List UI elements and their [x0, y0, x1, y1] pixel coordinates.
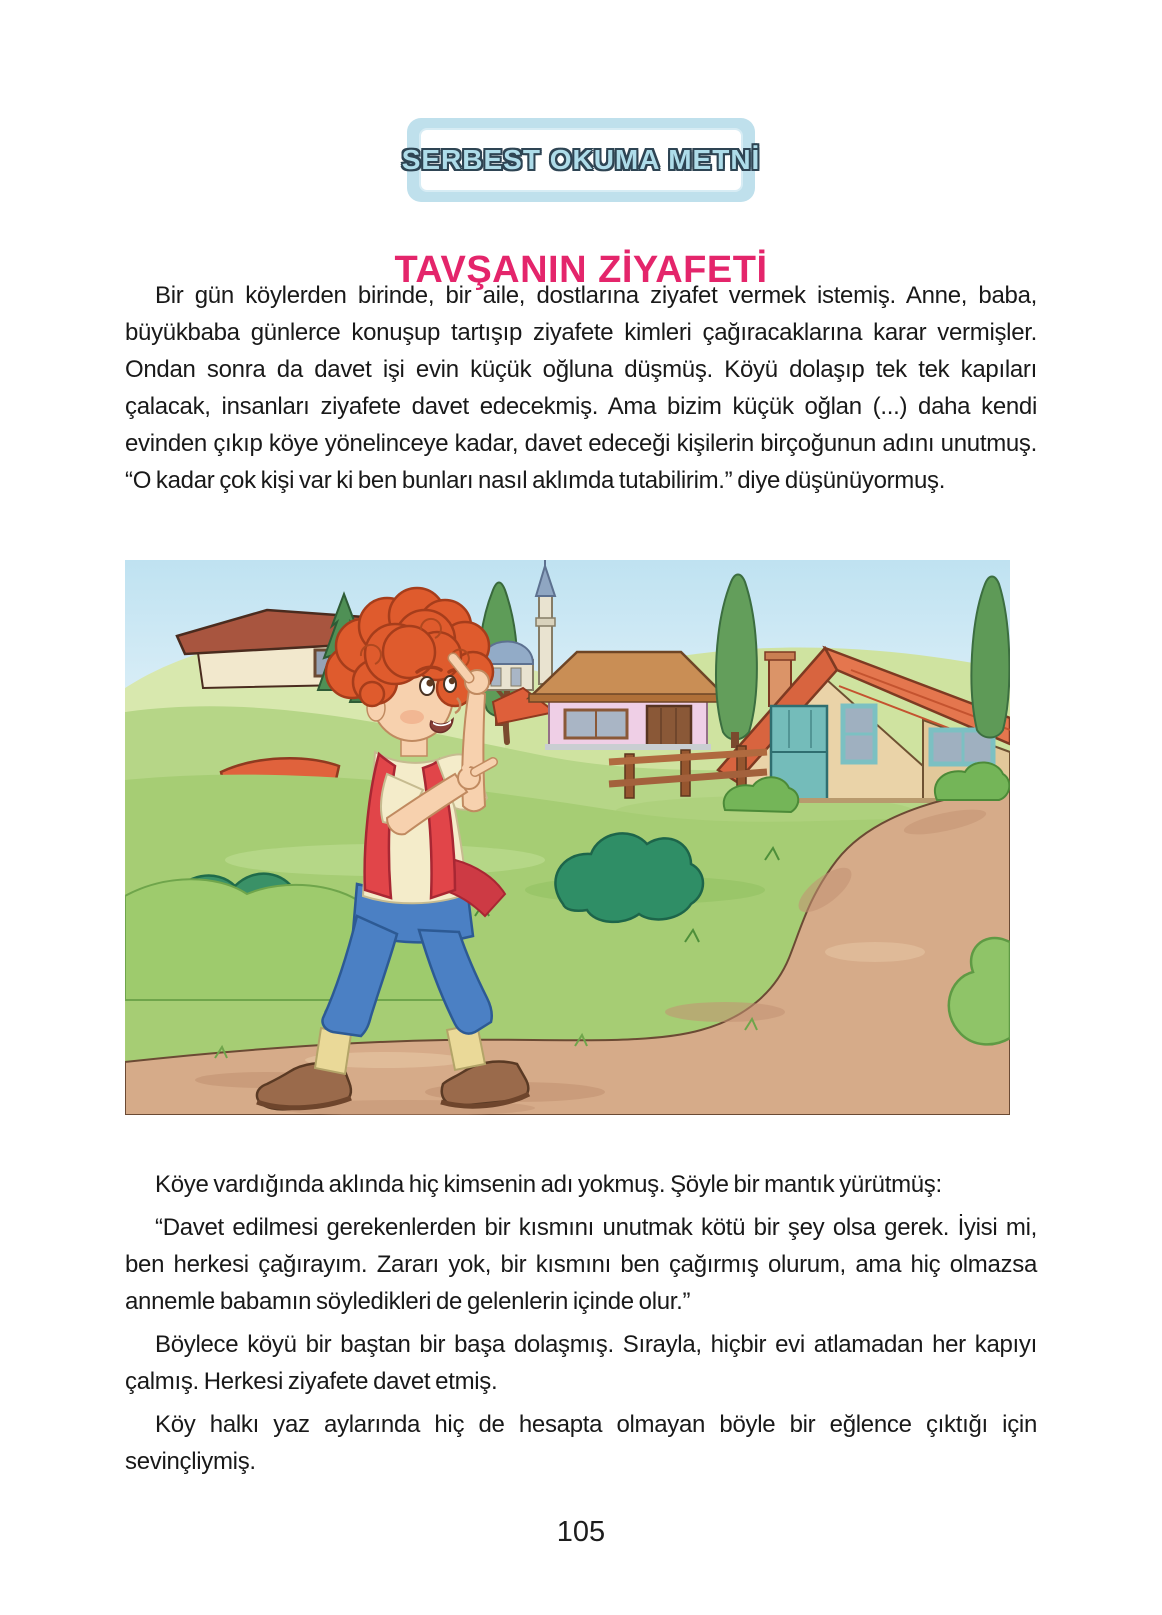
story-paragraph: Köye vardığında aklında hiç kimsenin adı yokmuş. Şöyle bir mantık yürütmüş: [155, 1171, 942, 1198]
page-number: 105 [556, 1516, 606, 1548]
story-lead-paragraph [125, 277, 1037, 505]
free-reading-badge [401, 118, 761, 202]
story-paragraph: Bir gün köylerden birinde, bir aile, dostlarına ziyafet vermek istemiş. Anne, baba, büyükbaba günlerce konuşup tartışıp ziyafete kimleri çağıracaklarına karar vermişler. Ondan sonra da davet işi evin küçük oğluna düşmüş. Köyü dolaşıp tek tek kapıları çalacak, insanları ziyafete davet edecekmiş. Ama bizim küçük oğlan (...) daha kendi evinden çıkıp köye yönelinceye kadar, davet edeceği kişilerin birçoğunun adını unutmuş. “O kadar çok kişi var ki ben bunları nasıl aklımda tutabilirim.” diye düşünüyormuş. [125, 282, 1037, 494]
free-reading-badge-inner [401, 128, 761, 192]
story-paragraph: “Davet edilmesi gerekenlerden bir kısmını unutmak kötü bir şey olsa gerek. İyisi mi, ben herkesi çağırayım. Zararı yok, bir kısmını ben çağırmış olurum, ama hiç olmazsa annemle babamın söyledikleri de gelenlerin içinde olur.” [125, 1214, 1037, 1315]
story-illustration [125, 560, 1010, 1115]
free-reading-badge-label: SERBEST OKUMA METNİ [401, 144, 761, 175]
story-title: TAVŞANIN ZİYAFETİ [394, 249, 768, 292]
story-body-paragraphs [125, 1166, 1037, 1486]
story-illustration-box [125, 560, 1010, 1115]
story-paragraph: Köy halkı yaz aylarında hiç de hesapta olmayan böyle bir eğlence çıktığı için sevinçliymiş. [125, 1411, 1037, 1475]
story-paragraph: Böylece köyü bir baştan bir başa dolaşmış. Sırayla, hiçbir evi atlamadan her kapıyı çalmış. Herkesi ziyafete davet etmiş. [125, 1331, 1037, 1395]
